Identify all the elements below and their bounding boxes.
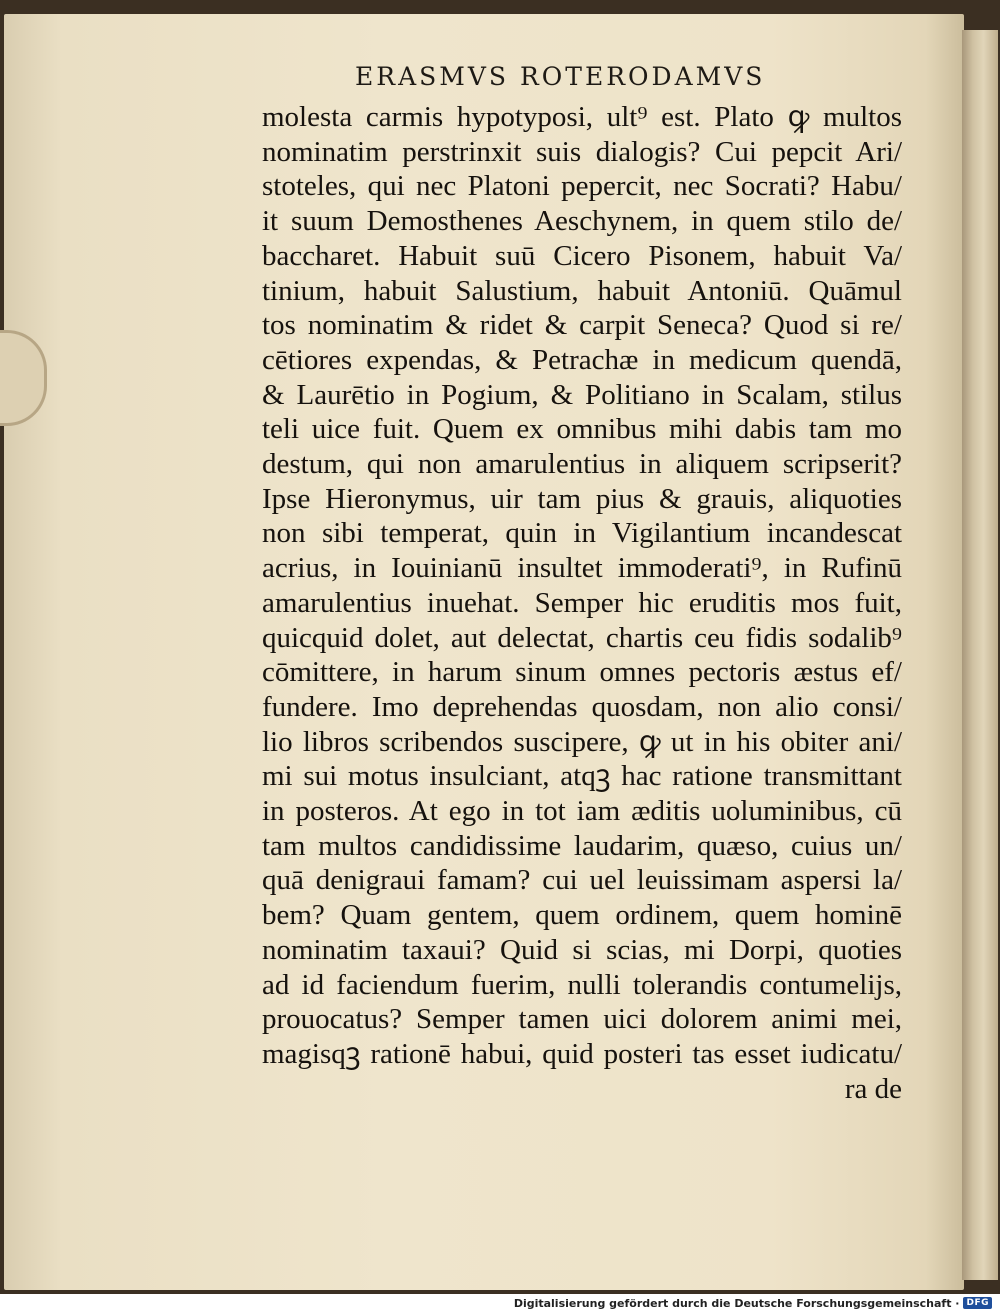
text-line: quā denigraui famam? cui uel leuissimam aspersi la/: [262, 864, 902, 897]
text-line: Ipse Hieronymus, uir tam pius & grauis, aliquoties: [262, 482, 902, 515]
funding-footer: [514, 1294, 992, 1312]
text-line: quicquid dolet, aut delectat, chartis ceu fidis sodalib⁹: [262, 621, 902, 654]
text-line: tinium, habuit Salustium, habuit Antoniū. Quāmul: [262, 274, 902, 307]
text-line: ad id faciendum fuerim, nulli tolerandis contumelijs,: [262, 968, 902, 1001]
text-line: bem? Quam gentem, quem ordinem, quem hominē: [262, 899, 902, 932]
text-line: baccharet. Habuit suū Cicero Pisonem, habuit Va/: [262, 239, 902, 272]
text-line: tam multos candidissime laudarim, quæso, cuius un/: [262, 829, 902, 862]
text-line: cōmittere, in harum sinum omnes pectoris æstus ef/: [262, 656, 902, 689]
text-block: [262, 100, 902, 1106]
text-line: acrius, in Iouinianū insultet immoderati⁹, in Rufinū: [262, 552, 902, 585]
text-line: magisqꝫ rationē habui, quid posteri tas esset iudicatu/: [262, 1037, 902, 1070]
page-edge: [962, 30, 998, 1280]
catchword-line: ra de: [844, 1072, 902, 1105]
text-line: tos nominatim & ridet & carpit Seneca? Quod si re/: [262, 309, 902, 342]
text-line: destum, qui non amarulentius in aliquem scripserit?: [262, 448, 902, 481]
text-line: in posteros. At ego in tot iam æditis uoluminibus, cū: [262, 795, 902, 828]
text-line: it suum Demosthenes Aeschynem, in quem stilo de/: [262, 205, 902, 238]
dfg-logo: DFG: [963, 1297, 992, 1309]
footer-text: Digitalisierung gefördert durch die Deutsche Forschungsgemeinschaft ·: [513, 1296, 960, 1310]
text-line: lio libros scribendos suscipere, ꝙ ut in his obiter ani/: [262, 725, 902, 758]
text-line: fundere. Imo deprehendas quosdam, non alio consi/: [262, 690, 902, 723]
text-line: prouocatus? Semper tamen uici dolorem animi mei,: [262, 1003, 902, 1036]
text-line: nominatim perstrinxit suis dialogis? Cui pepcit Ari/: [262, 135, 902, 168]
text-line: mi sui motus insulciant, atqꝫ hac ratione transmittant: [262, 760, 902, 793]
text-line: nominatim taxaui? Quid si scias, mi Dorpi, quoties: [262, 933, 902, 966]
text-line: non sibi temperat, quin in Vigilantium incandescat: [262, 517, 902, 550]
text-line: cētiores expendas, & Petrachæ in medicum quendā,: [262, 343, 902, 376]
text-line: molesta carmis hypotyposi, ult⁹ est. Plato ꝙ multos: [262, 101, 902, 133]
text-line: & Laurētio in Pogium, & Politiano in Scalam, stilus: [262, 378, 902, 411]
text-line: stoteles, qui nec Platoni pepercit, nec Socrati? Habu/: [262, 170, 902, 203]
text-line: amarulentius inuehat. Semper hic eruditis mos fuit,: [262, 586, 902, 619]
text-line: teli uice fuit. Quem ex omnibus mihi dabis tam mo: [262, 413, 902, 446]
running-head: ERASMVS ROTERODAMVS: [355, 62, 766, 91]
